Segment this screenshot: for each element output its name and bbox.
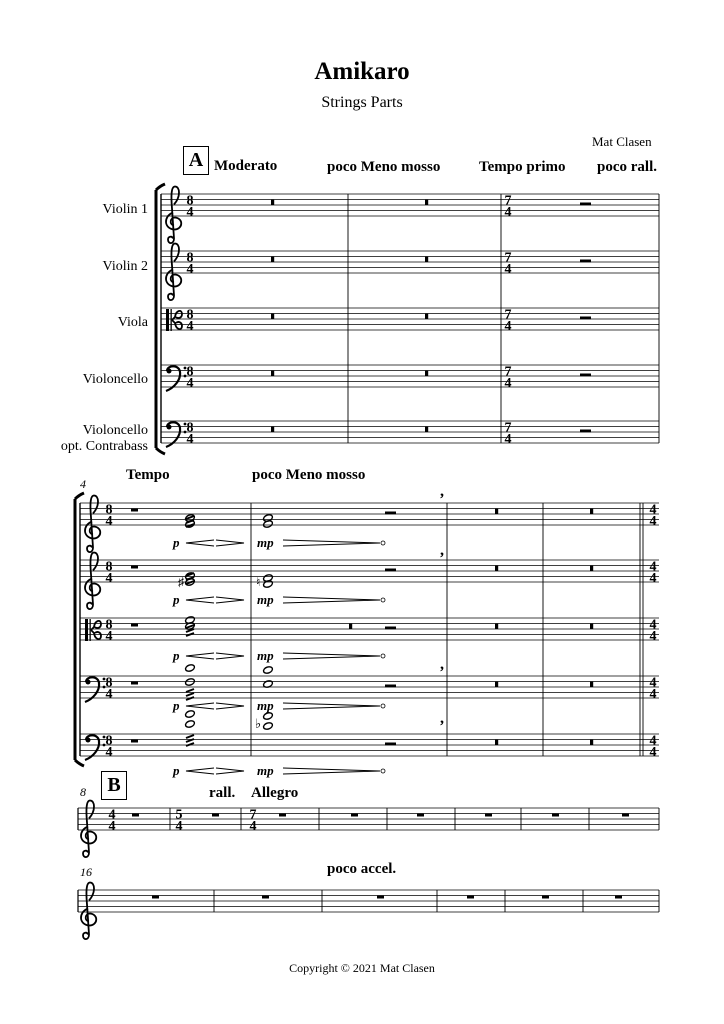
diminuendo-hairpin (216, 768, 244, 774)
whole-rest (377, 896, 384, 899)
whole-note (185, 664, 196, 673)
time-signature-8-4-numerator: 8 (105, 559, 113, 575)
time-signature-8-4-denominator: 4 (186, 205, 194, 220)
time-signature-4-4-denominator: 4 (649, 514, 657, 529)
breve-rest (590, 624, 593, 630)
time-signature-7-4-denominator: 4 (504, 319, 512, 334)
whole-rest (262, 896, 269, 899)
niente-circle (381, 704, 385, 708)
long-rest (385, 627, 396, 630)
time-signature-7-4-denominator: 4 (504, 205, 512, 220)
breve-rest (425, 257, 428, 263)
time-signature-4-4-numerator: 4 (649, 617, 657, 633)
time-signature-8-4-denominator: 4 (105, 571, 113, 586)
dynamic-mp: mp (257, 763, 274, 778)
system4-staff (78, 890, 659, 912)
dynamic-p: p (173, 698, 180, 713)
time-signature-8-4-numerator: 8 (105, 617, 113, 633)
crescendo-hairpin (186, 540, 214, 546)
breve-rest (271, 257, 274, 263)
instrument-label-violoncello-line: Violoncello (82, 423, 148, 438)
diminuendo-hairpin (283, 653, 380, 659)
niente-circle (381, 769, 385, 773)
time-signature-4-4-denominator: 4 (649, 745, 657, 760)
treble-clef-icon (166, 187, 181, 244)
breve-rest (271, 200, 274, 206)
time-signature-4-4-denominator: 4 (649, 571, 657, 586)
dynamic-mp: mp (257, 535, 274, 550)
instrument-label-contrabass-line: opt. Contrabass (60, 439, 148, 454)
time-signature-8-4-denominator: 4 (105, 514, 113, 529)
niente-circle (381, 654, 385, 658)
dynamic-p: p (173, 648, 180, 663)
whole-rest (131, 566, 138, 569)
time-signature-7-4-denominator: 4 (504, 432, 512, 447)
sharp-accidental: ♯ (178, 575, 184, 589)
breve-rest (590, 509, 593, 515)
time-signature-8-4-numerator: 8 (186, 307, 194, 323)
breve-rest (425, 371, 428, 377)
whole-note (185, 678, 196, 687)
time-signature-8-4-denominator: 4 (186, 262, 194, 277)
rehearsal-mark-b: B (101, 771, 127, 800)
time-signature-8-4-numerator: 8 (186, 193, 194, 209)
measure-number-4: 4 (80, 477, 86, 491)
breve-rest (425, 200, 428, 206)
tempo-poco-meno-mosso-2: poco Meno mosso (252, 467, 366, 483)
time-signature-8-4-numerator: 8 (186, 420, 194, 436)
diminuendo-hairpin (283, 768, 380, 774)
time-signature-8-4-numerator: 8 (186, 250, 194, 266)
whole-rest (131, 624, 138, 627)
time-signature-8-4-denominator: 4 (186, 376, 194, 391)
breve-rest (590, 740, 593, 746)
time-signature-4-4-numerator: 4 (649, 502, 657, 518)
system2-staff-4 (80, 676, 659, 698)
breve-rest (590, 682, 593, 688)
time-signature-8-4-denominator: 4 (186, 432, 194, 447)
diminuendo-hairpin (283, 540, 380, 546)
breve-rest (271, 314, 274, 320)
tempo-poco-meno-mosso: poco Meno mosso (327, 159, 441, 175)
time-signature-7-4-denominator: 4 (504, 376, 512, 391)
composer-name: Mat Clasen (592, 134, 652, 149)
instrument-label-violin-1: Violin 1 (102, 202, 148, 217)
whole-rest (131, 740, 138, 743)
breve-rest (271, 371, 274, 377)
time-signature-4-4-denominator: 4 (108, 819, 116, 834)
breve-rest (425, 314, 428, 320)
whole-rest (351, 814, 358, 817)
time-signature-7-4-numerator: 7 (249, 807, 257, 823)
breve-rest (495, 624, 498, 630)
tremolo-stroke (186, 697, 194, 700)
whole-rest (132, 814, 139, 817)
breve-rest (495, 566, 498, 572)
flat-accidental: ♭ (255, 716, 262, 731)
score-subtitle: Strings Parts (321, 94, 403, 111)
whole-rest (131, 682, 138, 685)
time-signature-5-4-numerator: 5 (175, 807, 183, 823)
long-rest (385, 569, 396, 572)
treble-clef-icon (81, 883, 96, 940)
diminuendo-hairpin (216, 597, 244, 603)
long-rest (385, 743, 396, 746)
dynamic-mp: mp (257, 698, 274, 713)
niente-circle (381, 598, 385, 602)
breath-mark: , (440, 542, 444, 559)
measure-number-16: 16 (80, 865, 92, 879)
whole-rest (485, 814, 492, 817)
whole-rest (152, 896, 159, 899)
time-signature-4-4-numerator: 4 (108, 807, 116, 823)
time-signature-4-4-numerator: 4 (649, 733, 657, 749)
breath-mark: , (440, 656, 444, 673)
whole-rest (542, 896, 549, 899)
rehearsal-mark-a: A (183, 146, 209, 175)
whole-note (263, 666, 274, 675)
long-rest (580, 260, 591, 263)
whole-note (185, 710, 196, 719)
dynamic-mp: mp (257, 648, 274, 663)
time-signature-4-4-denominator: 4 (649, 687, 657, 702)
long-rest (580, 317, 591, 320)
diminuendo-hairpin (216, 703, 244, 709)
breath-mark: , (440, 483, 444, 500)
dynamic-mp: mp (257, 592, 274, 607)
time-signature-7-4-denominator: 4 (504, 262, 512, 277)
whole-rest (131, 509, 138, 512)
time-signature-4-4-denominator: 4 (649, 629, 657, 644)
diminuendo-hairpin (283, 703, 380, 709)
time-signature-8-4-numerator: 8 (105, 733, 113, 749)
system2-staff-5 (80, 734, 659, 756)
instrument-label-violoncello: Violoncello (82, 372, 148, 387)
long-rest (580, 374, 591, 377)
treble-clef-icon (85, 496, 100, 553)
breve-rest (495, 509, 498, 515)
time-signature-8-4-denominator: 4 (105, 745, 113, 760)
alto-clef-icon (166, 309, 182, 331)
breve-rest (349, 624, 352, 630)
long-rest (385, 512, 396, 515)
system2-staff-2 (80, 560, 659, 582)
time-signature-8-4-numerator: 8 (186, 364, 194, 380)
whole-note (185, 720, 196, 729)
time-signature-8-4-denominator: 4 (105, 687, 113, 702)
time-signature-7-4-numerator: 7 (504, 364, 512, 380)
whole-rest (615, 896, 622, 899)
breve-rest (271, 427, 274, 433)
breve-rest (495, 682, 498, 688)
tempo-primo: Tempo primo (479, 159, 566, 175)
natural-accidental: ♮ (256, 575, 261, 589)
time-signature-8-4-numerator: 8 (105, 502, 113, 518)
whole-rest (622, 814, 629, 817)
time-signature-7-4-numerator: 7 (504, 307, 512, 323)
crescendo-hairpin (186, 597, 214, 603)
niente-circle (381, 541, 385, 545)
measure-number-8: 8 (80, 785, 86, 799)
score-title: Amikaro (314, 58, 410, 85)
alto-clef-icon (85, 619, 101, 641)
dynamic-p: p (173, 763, 180, 778)
system2-staff-1 (80, 503, 659, 525)
crescendo-hairpin (186, 653, 214, 659)
instrument-label-viola: Viola (117, 315, 148, 330)
tempo-poco-rall: poco rall. (597, 159, 657, 175)
tremolo-stroke (186, 633, 194, 636)
crescendo-hairpin (186, 703, 214, 709)
whole-rest (279, 814, 286, 817)
whole-rest (552, 814, 559, 817)
breve-rest (425, 427, 428, 433)
tempo-poco-accel: poco accel. (327, 861, 397, 877)
time-signature-8-4-denominator: 4 (105, 629, 113, 644)
breve-rest (590, 566, 593, 572)
diminuendo-hairpin (216, 653, 244, 659)
whole-rest (417, 814, 424, 817)
long-rest (580, 203, 591, 206)
system2-staff-3 (80, 618, 659, 640)
tempo-allegro: Allegro (251, 785, 299, 801)
time-signature-4-4-numerator: 4 (649, 559, 657, 575)
time-signature-7-4-denominator: 4 (249, 819, 257, 834)
dynamic-p: p (173, 535, 180, 550)
time-signature-5-4-denominator: 4 (175, 819, 183, 834)
copyright-notice: Copyright © 2021 Mat Clasen (289, 961, 435, 975)
time-signature-8-4-numerator: 8 (105, 675, 113, 691)
breve-rest (495, 740, 498, 746)
time-signature-7-4-numerator: 7 (504, 420, 512, 436)
tremolo-stroke (186, 689, 194, 692)
treble-clef-icon (166, 244, 181, 301)
whole-note (263, 722, 274, 731)
dynamic-p: p (173, 592, 180, 607)
time-signature-7-4-numerator: 7 (504, 250, 512, 266)
long-rest (580, 430, 591, 433)
time-signature-8-4-denominator: 4 (186, 319, 194, 334)
diminuendo-hairpin (216, 540, 244, 546)
treble-clef-icon (81, 801, 96, 858)
treble-clef-icon (85, 553, 100, 610)
breath-mark: , (440, 710, 444, 727)
time-signature-7-4-numerator: 7 (504, 193, 512, 209)
instrument-label-violin-2: Violin 2 (102, 259, 148, 274)
diminuendo-hairpin (283, 597, 380, 603)
time-signature-4-4-numerator: 4 (649, 675, 657, 691)
long-rest (385, 685, 396, 688)
system3-staff (78, 808, 659, 830)
whole-rest (467, 896, 474, 899)
whole-rest (212, 814, 219, 817)
tremolo-stroke (186, 735, 194, 738)
tempo-moderato: Moderato (214, 158, 278, 174)
tremolo-stroke (186, 693, 194, 696)
tremolo-stroke (186, 743, 194, 746)
tempo-tempo: Tempo (126, 467, 170, 483)
crescendo-hairpin (186, 768, 214, 774)
tempo-rall: rall. (209, 785, 236, 801)
